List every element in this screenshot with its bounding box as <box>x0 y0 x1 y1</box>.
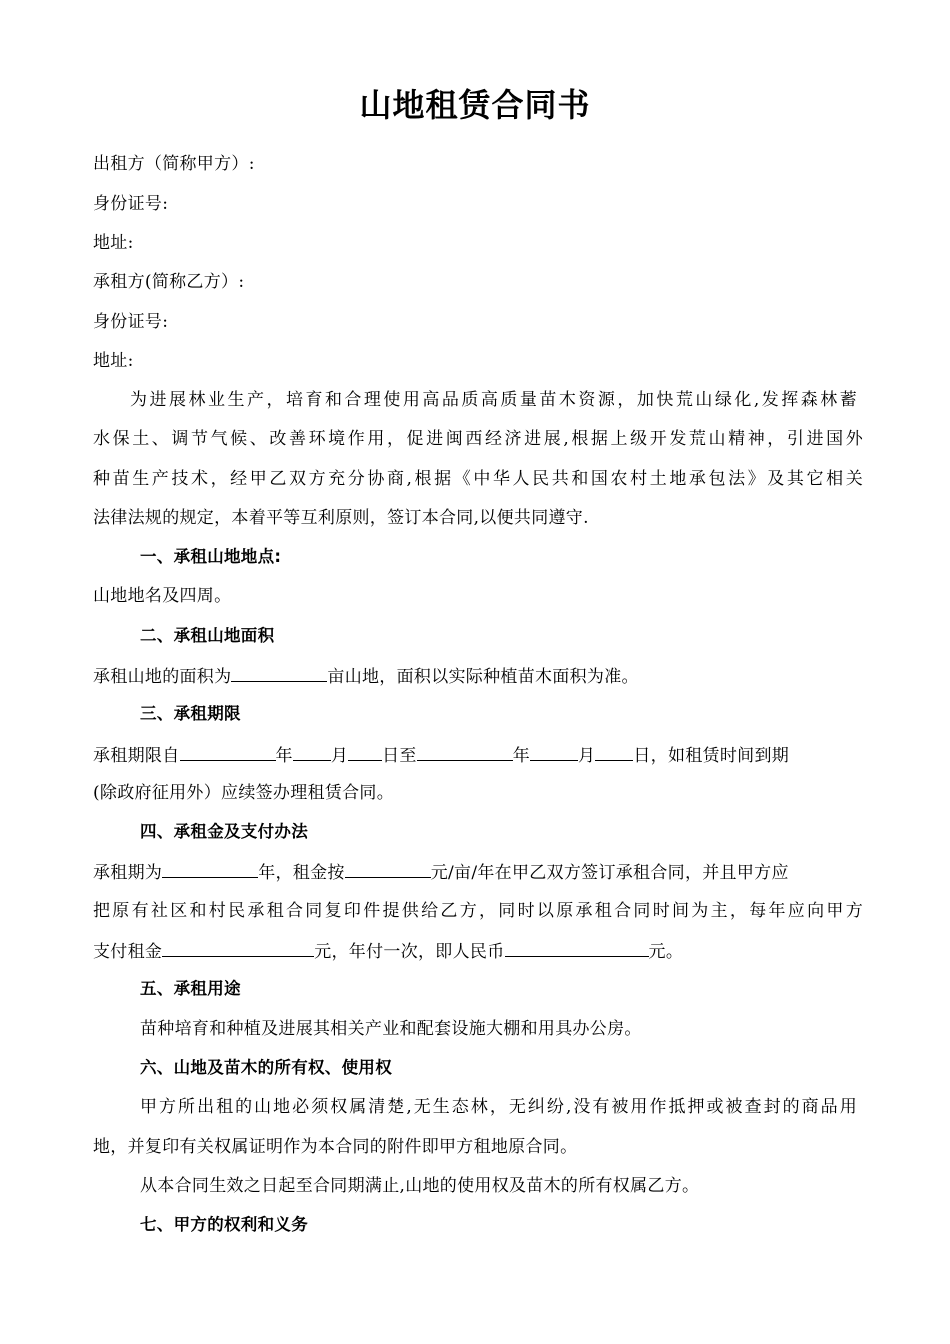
text-segment: 承租山地的面积为 <box>93 667 232 687</box>
text-segment: 承租期限自 <box>93 746 180 766</box>
section-text: 把原有社区和村民承租合同复印件提供给乙方，同时以原承租合同时间为主，每年应向甲方 <box>93 901 863 921</box>
text-segment: 年，租金按 <box>258 863 345 883</box>
section-heading: 七、甲方的权利和义务 <box>140 1215 308 1234</box>
text-segment: 年 <box>275 746 293 766</box>
section-text: 山地地名及四周。 <box>93 586 232 606</box>
section-text: 甲方所出租的山地必须权属清楚,无生态林，无纠纷,没有被用作抵押或被查封的商品用 <box>140 1097 857 1117</box>
lessor-address-field: 地址: <box>93 233 134 253</box>
section-text <box>93 742 863 768</box>
text-segment: 承租期为 <box>93 863 163 883</box>
fill-blank <box>530 742 578 761</box>
text-segment: 元。 <box>648 942 684 962</box>
text-segment: 年 <box>512 746 531 766</box>
section-text: (除政府征用外）应续签办理租赁合同。 <box>93 783 395 803</box>
preamble-line: 为进展林业生产，培育和合理使用高品质高质量苗木资源，加快荒山绿化,发挥森林蓄 <box>130 390 857 410</box>
fill-blank <box>505 938 649 957</box>
lessee-field: 承租方(简称乙方）: <box>93 272 245 292</box>
preamble-line: 种苗生产技术，经甲乙双方充分协商,根据《中华人民共和国农村土地承包法》及其它相关 <box>93 469 863 489</box>
fill-blank <box>595 742 633 761</box>
section-heading: 二、承租山地面积 <box>140 626 275 645</box>
text-segment: 亩山地，面积以实际种植苗木面积为准。 <box>327 667 639 687</box>
fill-blank <box>417 742 513 761</box>
section-text <box>93 938 863 964</box>
section-text: 苗种培育和种植及进展其相关产业和配套设施大棚和用具办公房。 <box>140 1019 642 1039</box>
text-segment: 元，年付一次，即人民币 <box>314 942 505 962</box>
fill-blank <box>162 938 314 957</box>
lessee-address-field: 地址: <box>93 351 134 371</box>
fill-blank <box>345 859 431 878</box>
fill-blank <box>180 742 276 761</box>
text-segment: 支付租金 <box>93 942 163 962</box>
text-segment: 月 <box>578 746 596 766</box>
fill-blank <box>162 859 258 878</box>
lessee-id-field: 身份证号: <box>93 312 169 332</box>
section-text <box>93 859 863 885</box>
lessor-field: 出租方（简称甲方）: <box>93 154 255 174</box>
text-segment: 日，如租赁时间到期 <box>633 746 790 766</box>
text-segment: 日至 <box>382 746 417 766</box>
section-text <box>93 663 863 689</box>
fill-blank <box>231 663 327 682</box>
document-title: 山地租赁合同书 <box>359 86 591 124</box>
section-heading: 三、承租期限 <box>140 704 241 723</box>
section-heading: 四、承租金及支付办法 <box>140 822 308 841</box>
section-heading: 五、承租用途 <box>140 979 241 998</box>
lessor-id-field: 身份证号: <box>93 194 169 214</box>
section-text: 地，并复印有关权属证明作为本合同的附件即甲方租地原合同。 <box>93 1137 578 1157</box>
text-segment: 月 <box>330 746 349 766</box>
fill-blank <box>348 742 382 761</box>
section-heading: 六、山地及苗木的所有权、使用权 <box>140 1058 392 1077</box>
text-segment: 元/亩/年在甲乙双方签订承租合同，并且甲方应 <box>430 863 789 883</box>
section-text: 从本合同生效之日起至合同期满止,山地的使用权及苗木的所有权属乙方。 <box>140 1176 700 1196</box>
fill-blank <box>293 742 331 761</box>
section-heading: 一、承租山地地点: <box>140 547 282 566</box>
preamble-line: 法律法规的规定，本着平等互利原则，签订本合同,以便共同遵守. <box>93 508 589 528</box>
preamble-line: 水保土、调节气候、改善环境作用，促进闽西经济进展,根据上级开发荒山精神，引进国外 <box>93 429 863 449</box>
